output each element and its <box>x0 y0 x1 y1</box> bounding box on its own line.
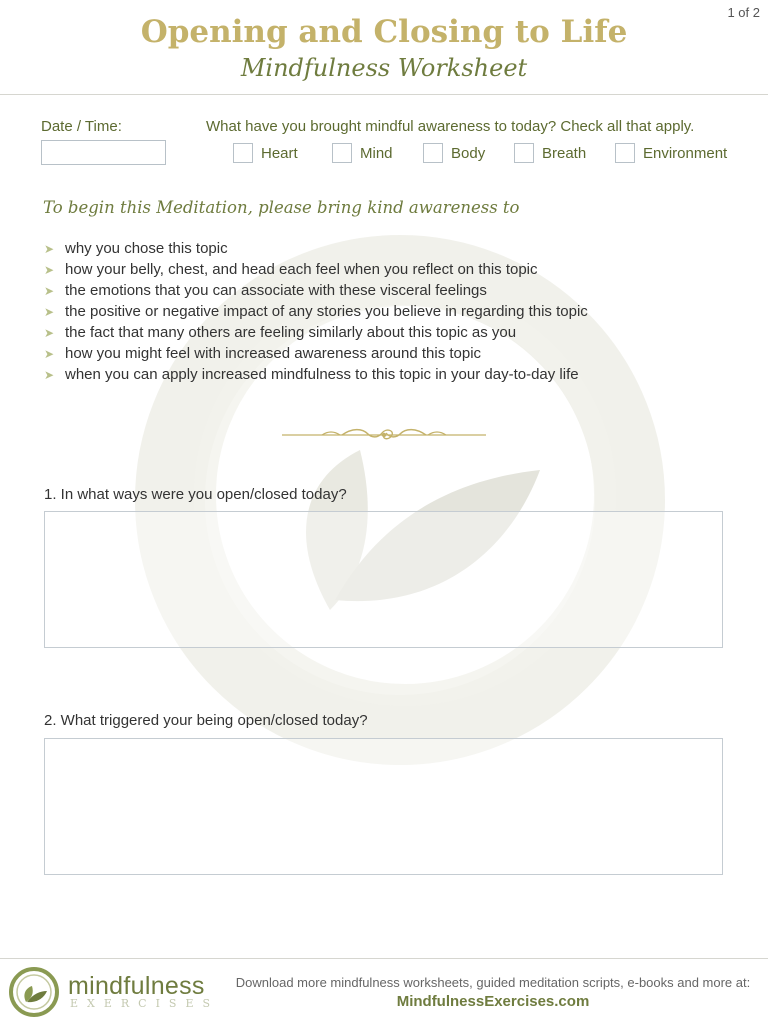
list-item-text: the emotions that you can associate with these visceral feelings <box>65 282 487 299</box>
checkbox-box[interactable] <box>233 143 253 163</box>
list-item-text: the fact that many others are feeling similarly about this topic as you <box>65 324 517 341</box>
question-2: 2. What triggered your being open/closed today? <box>44 712 368 729</box>
page-title: Opening and Closing to Life <box>140 14 628 50</box>
list-item-text: when you can apply increased mindfulness to this topic in your day-to-day life <box>65 366 579 383</box>
footer-text: Download more mindfulness worksheets, guided meditation scripts, e-books and more at: <box>235 975 751 990</box>
checkbox-box[interactable] <box>423 143 443 163</box>
arrow-icon: ➤ <box>44 346 55 361</box>
arrow-icon: ➤ <box>44 241 55 256</box>
list-item <box>44 259 588 280</box>
date-time-field[interactable] <box>41 140 166 165</box>
checkbox-label: Body <box>451 144 486 162</box>
checkbox-environment[interactable] <box>615 142 727 164</box>
checkbox-body[interactable] <box>423 142 485 164</box>
page-subtitle: Mindfulness Worksheet <box>240 54 528 82</box>
arrow-icon: ➤ <box>44 367 55 382</box>
list-item <box>44 322 588 343</box>
arrow-icon: ➤ <box>44 325 55 340</box>
list-item <box>44 238 588 259</box>
checkbox-label: Breath <box>542 144 587 162</box>
header-divider <box>0 94 768 95</box>
list-item-text: the positive or negative impact of any stories you believe in regarding this topic <box>65 303 588 320</box>
checkbox-box[interactable] <box>332 143 352 163</box>
question-1: 1. In what ways were you open/closed today? <box>44 486 347 503</box>
logo-subtitle: EXERCISES <box>70 997 220 1010</box>
logo-wordmark: mindfulness <box>68 972 205 1000</box>
list-item <box>44 301 588 322</box>
checkbox-label: Environment <box>643 144 728 162</box>
checkbox-mind[interactable] <box>332 142 393 164</box>
checkbox-breath[interactable] <box>514 142 586 164</box>
page-number: 1 of 2 <box>727 5 760 20</box>
list-item <box>44 343 588 364</box>
checkbox-heart[interactable] <box>233 142 298 164</box>
arrow-icon: ➤ <box>44 262 55 277</box>
answer-box-2[interactable] <box>44 738 723 875</box>
checkbox-label: Heart <box>261 144 298 162</box>
list-item <box>44 280 588 301</box>
awareness-question: What have you brought mindful awareness to today? Check all that apply. <box>206 118 695 135</box>
mindfulness-logo-icon <box>8 966 60 1018</box>
date-label: Date / Time: <box>41 118 122 135</box>
footer-divider <box>0 958 768 959</box>
intro-heading: To begin this Meditation, please bring kind awareness to <box>43 198 520 217</box>
list-item-text: how your belly, chest, and head each feel when you reflect on this topic <box>65 261 538 278</box>
list-item <box>44 364 588 385</box>
ornament-divider-icon <box>282 426 486 444</box>
arrow-icon: ➤ <box>44 304 55 319</box>
checkbox-label: Mind <box>360 144 393 162</box>
answer-box-1[interactable] <box>44 511 723 648</box>
arrow-icon: ➤ <box>44 283 55 298</box>
awareness-bullet-list <box>44 238 588 385</box>
checkbox-box[interactable] <box>615 143 635 163</box>
website-link[interactable]: MindfulnessExercises.com <box>396 993 590 1010</box>
checkbox-box[interactable] <box>514 143 534 163</box>
list-item-text: how you might feel with increased awareness around this topic <box>65 345 482 362</box>
list-item-text: why you chose this topic <box>65 240 228 257</box>
